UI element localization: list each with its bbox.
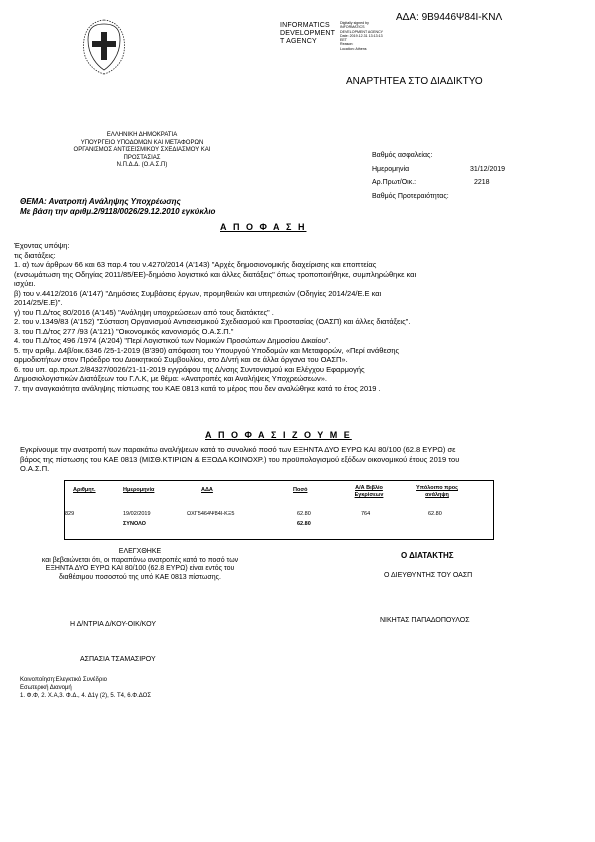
total-label: ΣΥΝΟΛΟ [123, 521, 146, 527]
agency-line: T AGENCY [280, 38, 317, 45]
consideration-line: ισχύει. [14, 279, 36, 288]
agency-line: INFORMATICS [280, 22, 330, 29]
consideration-line: 4. του Π.Δ/τος 496 /1974 (Α'204) "Περί Λογιστικού των Νομικών Προσώπων Δημοσίου Δικαίου". [14, 336, 331, 345]
protocol-value: 2218 [474, 179, 490, 186]
date-label: Ημερομηνία [372, 166, 410, 173]
consideration-line: 7. την αναγκαιότητα ανάληψης πίστωσης του ΚΑΕ 0813 κατά το μέρος που δεν αναλώθηκε κατά το έτος 2019 . [14, 383, 381, 393]
consideration-line: 2014/25/Ε.Ε)". [14, 298, 63, 307]
security-level-label: Βαθμός ασφαλείας: [372, 152, 433, 159]
distribution-line: Εσωτερική Διανομή [20, 685, 72, 691]
column-header: ΑΔΑ [201, 487, 213, 493]
approval-line: Εγκρίνουμε την ανατροπή των παρακάτω αναλήψεων κατά το συνολικό ποσό των ΕΞΗΝΤΑ ΔΥΟ ΕΥΡΩ ΚΑΙ 80/100 (62.8 ΕΥΡΩ) σε [20, 445, 456, 454]
commitments-table [64, 480, 494, 540]
signature-detail-line: Date: 2019.12.31 13:13:13 [340, 33, 383, 38]
column-header: Ημερομηνία [123, 487, 155, 493]
subject-reference: Με βάση την αριθμ.2/9118/0026/29.12.2010 εγκύκλιο [20, 207, 216, 216]
consideration-line: 3. του Π.Δ/τος 277 /93 (Α'121) "Οικονομικός κανονισμός Ο.Α.Σ.Π." [14, 326, 234, 336]
consideration-line: (ενσωμάτωση της Οδηγίας 2011/85/ΕΕ)-δημόσιο λογιστικό και άλλες διατάξεις" όπως τροποποιήθηκε, συμπληρώθηκε και [14, 269, 417, 279]
table-cell: ΩΧΓ5464Ψ84Ι-ΚΞ5 [187, 511, 235, 517]
consideration-line: 2. του ν.1349/83 (Α'152) "Σύσταση Οργανισμού Αντισεισμικού Σχεδιασμού και Προστασίας (ΟΑΣΠ) και άλλες διατάξεις". [14, 317, 411, 326]
consideration-line: 5. την αριθμ. Δ4β/οικ.6346 /25-1-2019 (Β'390) απόφαση του Υπουργού Υποδομών και Μεταφορών, «Περί ανάθεσης [14, 345, 400, 355]
table-cell: 19/02/2019 [123, 511, 151, 517]
signature-detail-line: EET [340, 38, 347, 43]
distribution-block [20, 676, 320, 700]
consideration-line: Δημοσιολογιστικών Διατάξεων του Γ.Λ.Κ, με θέμα: «Ανατροπές και Αναλήψεις Υποχρεώσεων». [14, 374, 327, 383]
department-head-name: ΑΣΠΑΣΙΑ ΤΣΑΜΑΣΙΡΟΥ [80, 656, 156, 663]
approval-line: Ο.Α.Σ.Π. [20, 464, 50, 473]
verification-block [20, 548, 260, 582]
consideration-line: Έχοντας υπόψη: [14, 241, 70, 250]
ada-code: ΑΔΑ: 9Β9446Ψ84Ι-ΚΝΛ [396, 12, 503, 23]
authorizing-officer-title: Ο ΔΙΑΤΑΚΤΗΣ [401, 551, 454, 560]
post-online-label: ΑΝΑΡΤΗΤΕΑ ΣΤΟ ΔΙΑΔΙΚΤΥΟ [346, 76, 483, 87]
signature-detail-line: Reason: [340, 42, 354, 47]
agency-line: DEVELOPMENT [280, 30, 336, 37]
verification-line: και βεβαιώνεται ότι, οι παραπάνω ανατροπές κατά το ποσό των [41, 556, 239, 564]
column-header: Υπόλοιπο προς ανάληψη [416, 485, 458, 498]
consideration-line: β) του ν.4412/2016 (Α'147) "Δημόσιες Συμβάσεις έργων, προμηθειών και υπηρεσιών (Οδηγίες 2014/24/Ε.Ε και [14, 288, 382, 298]
priority-label: Βαθμός Προτεραιότητας: [372, 193, 449, 200]
signature-detail-line: Digitally signed by [340, 21, 369, 25]
distribution-line: Κοινοποίηση:Ελεγκτικό Συνέδριο [20, 677, 108, 683]
table-cell: 829 [65, 511, 75, 517]
signature-detail-line: Location: Athens [340, 46, 367, 51]
signature-detail-line: DEVELOPMENT AGENCY [340, 29, 384, 34]
subject-title: ΘΕΜΑ: Ανατροπή Ανάληψης Υποχρέωσης [20, 197, 181, 206]
subject-block [20, 197, 360, 217]
column-header: Α/Α Βιβλίο Εγκρίσεων [354, 485, 384, 498]
consideration-line: 6. του υπ. αρ.πρωτ.2/84327/0026/21-11-2019 εγγράφου της Δ/νσης Συντονισμού και Ελέγχου Εφαρμογής [14, 364, 365, 374]
consideration-line: αρμοδιοτήτων στον Πρόεδρο του Διοικητικού Συμβουλίου, στο Δ/ντή και σε άλλα όργανα του ΟΑΣΠ». [14, 355, 348, 364]
distribution-line: 1. Φ.Φ, 2. Χ.Α,3. Φ.Δ., 4. Δ1γ (2), 5. Τ4, 6.Φ.ΔΟΣ [20, 693, 152, 699]
ministry-line: ΠΡΟΣΤΑΣΙΑΣ [123, 154, 161, 161]
ministry-line: ΥΠΟΥΡΓΕΙΟ ΥΠΟΔΟΜΩΝ ΚΑΙ ΜΕΤΑΦΟΡΩΝ [80, 139, 204, 146]
considerations-block [14, 241, 574, 393]
greek-coat-of-arms-icon [80, 18, 128, 76]
approval-block [20, 445, 580, 474]
digital-signature-agency [280, 22, 335, 46]
table-cell: 62.80 [297, 511, 311, 517]
digital-signature-details [340, 21, 400, 51]
we-decide-heading: Α Π Ο Φ Α Σ Ι Ζ Ο Υ Μ Ε [205, 430, 352, 440]
total-value: 62.80 [297, 521, 311, 527]
ministry-header [52, 132, 232, 170]
decision-heading: Α Π Ο Φ Α Σ Η [220, 222, 307, 232]
date-value: 31/12/2019 [470, 166, 506, 173]
consideration-line: 1. α) των άρθρων 66 και 63 παρ.4 του ν.4270/2014 (Α'143) "Αρχές δημοσιονομικής διαχείρισης και εποπτείας [14, 260, 377, 269]
verification-heading: ΕΛΕΓΧΘΗΚΕ [118, 548, 162, 555]
authorizing-officer-role: Ο ΔΙΕΥΘΥΝΤΗΣ ΤΟΥ ΟΑΣΠ [384, 572, 473, 579]
verification-line: ΕΞΗΝΤΑ ΔΥΟ ΕΥΡΩ ΚΑΙ 80/100 (62.8 ΕΥΡΩ) είναι εντός του [45, 565, 235, 572]
table-cell: 62.80 [428, 511, 442, 517]
column-header: Ποσό [293, 487, 308, 493]
department-head-label: Η Δ/ΝΤΡΙΑ Δ/ΚΟΥ-ΟΙΚ/ΚΟΥ [70, 621, 157, 628]
ministry-line: ΕΛΛΗΝΙΚΗ ΔΗΜΟΚΡΑΤΙΑ [106, 132, 178, 138]
ministry-line: Ν.Π.Δ.Δ. (Ο.Α.Σ.Π) [116, 162, 168, 169]
ministry-line: ΟΡΓΑΝΙΣΜΟΣ ΑΝΤΙΣΕΙΣΜΙΚΟΥ ΣΧΕΔΙΑΣΜΟΥ ΚΑΙ [73, 147, 211, 154]
approval-line: βάρος της πίστωσης του ΚΑΕ 0813 (ΜΙΣΘ.ΚΤΙΡΙΩΝ & ΕΞΟΔΑ ΚΟΙΝΟΧΡ.) του προϋπολογισμού εξόδων οικονομικού έτους 2019 του [20, 454, 460, 464]
authorizing-officer-name: ΝΙΚΗΤΑΣ ΠΑΠΑΔΟΠΟΥΛΟΣ [380, 617, 470, 624]
consideration-line: τις διατάξεις: [14, 250, 56, 260]
signature-detail-line: INFORMATICS [340, 25, 365, 30]
column-header: Αριθμητ. [73, 487, 96, 493]
verification-line: διαθέσιμου ποσοστού της υπό ΚΑΕ 0813 πίστωσης. [59, 573, 221, 581]
consideration-line: γ) του Π.Δ/τος 80/2016 (Α'145) "Ανάληψη υποχρεώσεων από τους διατάκτες" . [14, 307, 274, 317]
protocol-label: Αρ.Πρωτ/Οικ.: [372, 179, 417, 186]
table-cell: 764 [361, 511, 371, 517]
